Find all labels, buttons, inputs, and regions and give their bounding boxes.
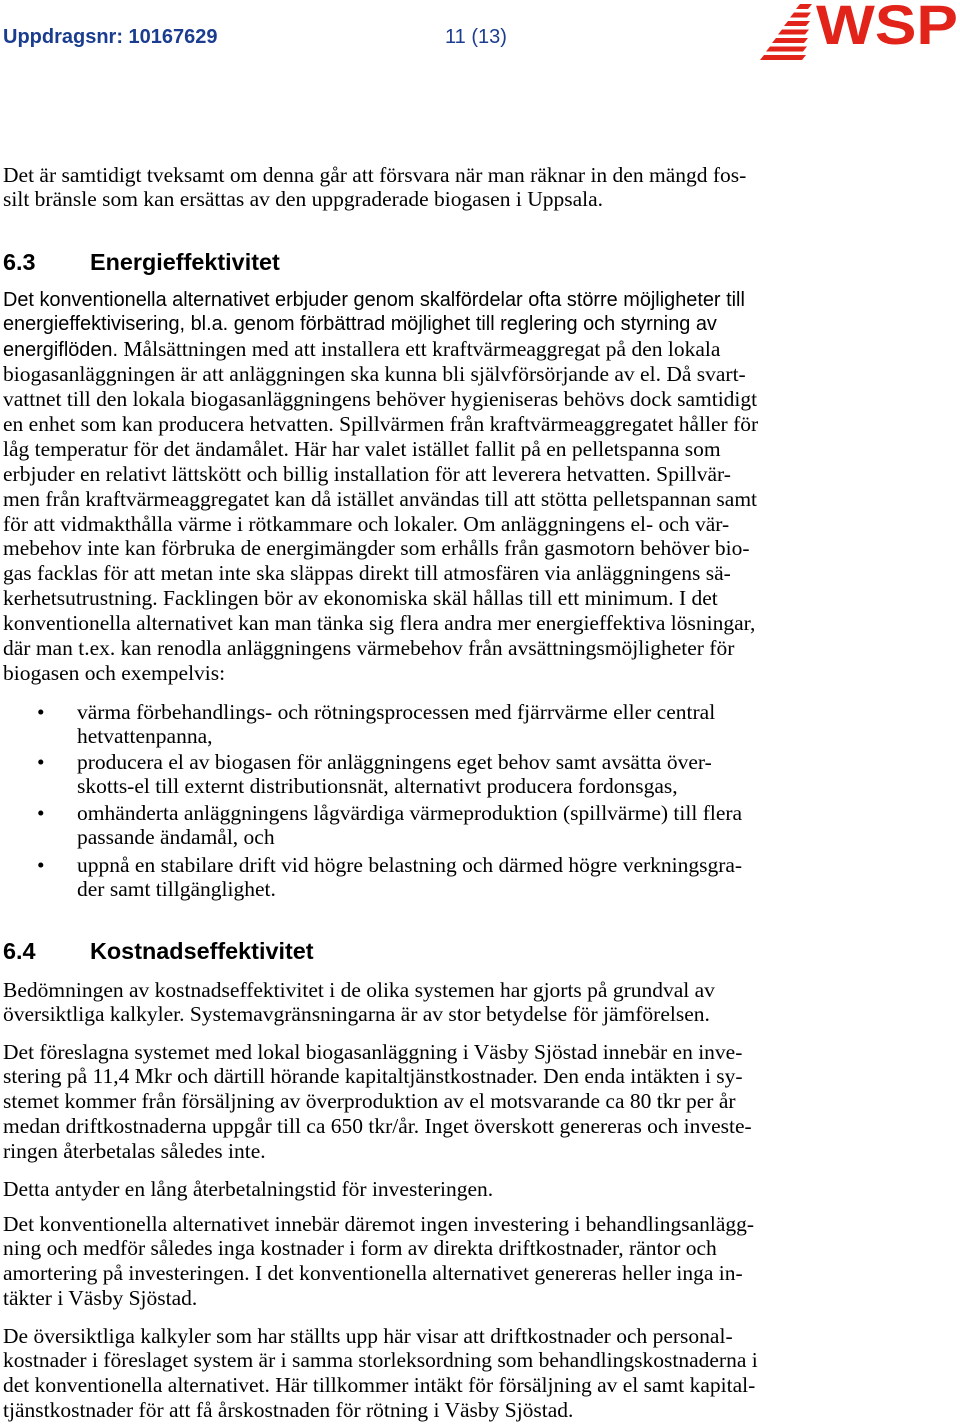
text-line: Bedömningen av kostnadseffektivitet i de olika systemen har gjorts på grundval av (3, 977, 715, 1002)
text-line: täkter i Väsby Sjöstad. (3, 1286, 198, 1311)
text-line: hetvattenpanna, (77, 724, 213, 749)
text-line: översiktliga kalkyler. Systemavgränsningarna är av stor betydelse för jämförelsen. (3, 1002, 710, 1027)
text-line: Det konventionella alternativet erbjuder genom skalfördelar ofta större möjligheter till (3, 288, 745, 311)
text-line: för att vidmakthålla värme i rötkammare och lokaler. Om anläggningens el- och vär- (3, 511, 730, 536)
text-line: uppnå en stabilare drift vid högre belastning och därmed högre verkningsgra- (77, 852, 743, 877)
bullet-item (0, 853, 900, 903)
paragraph (3, 1324, 758, 1424)
paragraph (3, 1212, 754, 1312)
text-line: där man t.ex. kan renodla anläggningens värmebehov från avsättningsmöjligheter för (3, 635, 735, 660)
section-number-6-3: 6.3 (3, 249, 36, 275)
paragraph-intro (3, 163, 746, 213)
paragraph-energy-efficiency (3, 288, 758, 686)
page-number: 11 (13) (445, 26, 507, 48)
bullet-text (77, 750, 712, 800)
text-line: producera el av biogasen för anläggningens eget behov samt avsätta över- (77, 749, 712, 774)
project-number: Uppdragsnr: 10167629 (3, 26, 218, 48)
section-number-6-4: 6.4 (3, 938, 36, 964)
text-line: vattnet till den lokala biogasanläggningens behöver hygieniseras behövs dock samtidigt (3, 387, 758, 412)
text-line: gas facklas för att metan inte ska släppas direkt till atmosfären via anläggningens sä- (3, 561, 731, 586)
text-line: en enhet som kan producera hetvatten. Spillvärmen från kraftvärmeaggregatet håller för (3, 411, 759, 436)
bullet-icon: • (37, 800, 45, 825)
paragraph (3, 1040, 752, 1164)
text-line: ning och medför således inga kostnader i form av direkta driftkostnader, räntor och (3, 1236, 717, 1261)
bullet-icon: • (37, 699, 45, 724)
paragraph (3, 1177, 493, 1202)
text-line: Det är samtidigt tveksamt om denna går att försvara när man räknar in den mängd fos- (3, 162, 747, 187)
text-line: der samt tillgänglighet. (77, 877, 276, 902)
text-line: kostnader i föreslaget system är i samma storleksordning som behandlingskostnaderna i (3, 1348, 758, 1373)
text-line: låg temperatur för det ändamålet. Här har valet istället fallit på en pelletspanna som (3, 436, 721, 461)
text-line: stering på 11,4 Mkr och därtill hörande kapitaltjänstkostnader. Den enda intäkten i sy- (3, 1064, 743, 1089)
text-line: energieffektivisering, bl.a. genom förbättrad möjlighet till reglering och styrning av (3, 313, 717, 336)
text-line: amortering på investeringen. I det konventionella alternativet genereras heller inga in- (3, 1261, 743, 1286)
text-line: men från kraftvärmeaggregatet kan då istället användas till att stötta pelletspannan samt (3, 486, 758, 511)
text-line: erbjuder en relativt lättskött och billig installation för att leverera hetvatten. Spillvär- (3, 461, 731, 486)
text-line: konventionella alternativet kan man tänka sig flera andra mer energieffektiva lösningar, (3, 611, 756, 636)
section-title-energy-efficiency: Energieffektivitet (90, 249, 280, 275)
bullet-item (0, 750, 900, 800)
text-line: Det föreslagna systemet med lokal biogasanläggning i Väsby Sjöstad innebär en inve- (3, 1039, 743, 1064)
text-segment-sans: energiflöden. (3, 339, 119, 362)
wsp-logo (758, 0, 960, 64)
bullet-text (77, 801, 742, 851)
bullet-icon: • (37, 852, 45, 877)
logo-stripes-icon (760, 4, 812, 60)
text-line: medan driftkostnaderna uppgår till ca 650 tkr/år. Inget överskott genereras och investe- (3, 1114, 752, 1139)
bullet-icon: • (37, 749, 45, 774)
paragraph (3, 978, 715, 1028)
text-line: skotts-el till externt distributionsnät, alternativt producera fordonsgas, (77, 774, 678, 799)
text-line: Detta antyder en lång återbetalningstid för investeringen. (3, 1176, 494, 1201)
text-line: det konventionella alternativet. Här tillkommer intäkt för försäljning av el samt kapital- (3, 1373, 756, 1398)
bullet-text (77, 853, 742, 903)
text-line: Det konventionella alternativet innebär däremot ingen investering i behandlingsanlägg- (3, 1211, 755, 1236)
text-line: biogasen och exempelvis: (3, 660, 226, 685)
text-line: kerhetsutrustning. Facklingen bör av ekonomiska skäl hållas till ett minimum. I det (3, 586, 718, 611)
bullet-text (77, 700, 715, 750)
bullet-item (0, 700, 900, 750)
text-line-mixed (3, 337, 758, 362)
text-line: stemet kommer från försäljning av överproduktion av el motsvarande ca 80 tkr per år (3, 1089, 736, 1114)
text-line: omhänderta anläggningens lågvärdiga värmeproduktion (spillvärme) till flera (77, 800, 743, 825)
logo-text: WSP (816, 0, 958, 56)
text-line: tjänstkostnader för att få årskostnaden för rötning i Väsby Sjöstad. (3, 1398, 574, 1423)
text-segment-serif: Målsättningen med att installera ett kraftvärmeaggregat på den lokala (123, 337, 721, 362)
text-line: biogasanläggningen är att anläggningen ska kunna bli självförsörjande av el. Då svart- (3, 362, 746, 387)
text-line: passande ändamål, och (77, 825, 275, 850)
text-line: värma förbehandlings- och rötningsprocessen med fjärrvärme eller central (77, 699, 716, 724)
text-line: ringen återbetalas således inte. (3, 1139, 266, 1164)
text-line: De översiktliga kalkyler som har ställts upp här visar att driftkostnader och personal- (3, 1323, 733, 1348)
bullet-item (0, 801, 900, 851)
section-title-cost-efficiency: Kostnadseffektivitet (90, 938, 314, 964)
text-line: silt bränsle som kan ersättas av den uppgraderade biogasen i Uppsala. (3, 187, 604, 212)
text-line: mebehov inte kan förbruka de energimängder som erhålls från gasmotorn behöver bio- (3, 536, 750, 561)
